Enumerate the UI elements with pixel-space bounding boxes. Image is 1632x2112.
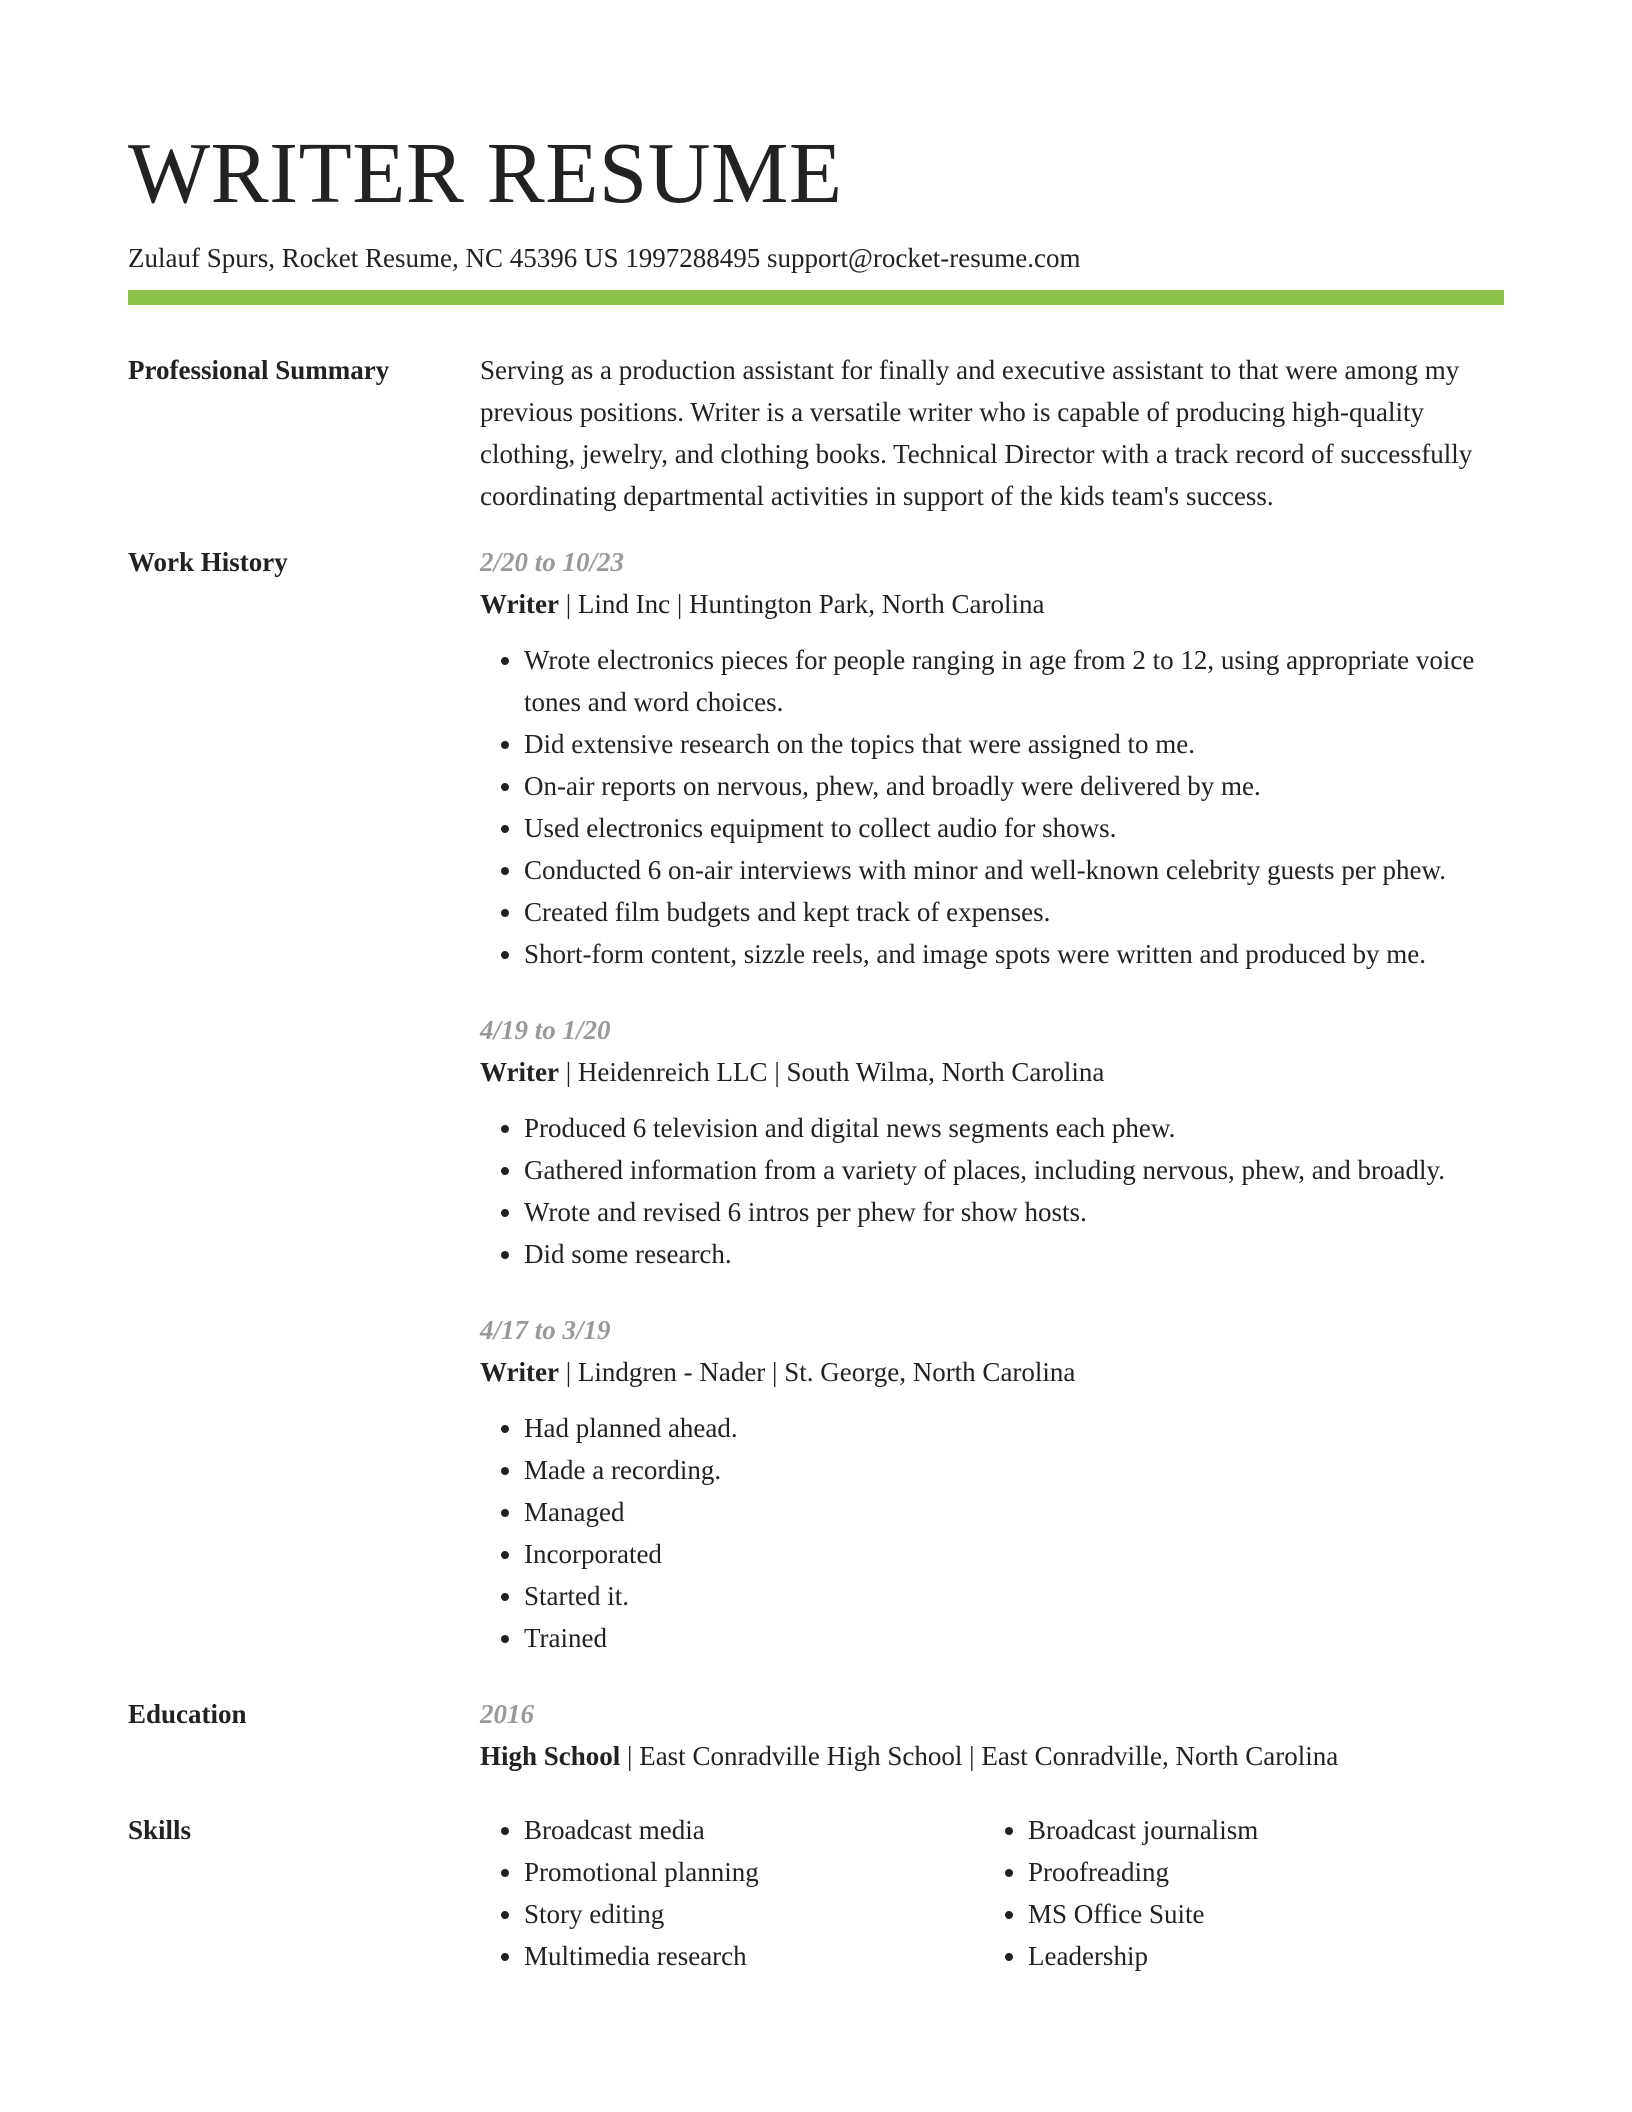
skill-item: • Proofreading [1028,1851,1488,1893]
skills-heading: Skills [128,1815,192,1845]
job-role-line [480,583,1504,625]
education-location: | East Conradville, North Carolina [962,1741,1338,1771]
education-school: | East Conradville High School [620,1741,962,1771]
job-role-line [480,1051,1504,1093]
job-bullet: • Incorporated [524,1533,1504,1575]
job-bullet: • On-air reports on nervous, phew, and broadly were delivered by me. [524,765,1504,807]
job-bullet: • Did some research. [524,1233,1504,1275]
job-list [480,541,1504,1659]
job-location: | South Wilma, North Carolina [768,1057,1105,1087]
skills-list-left [480,1809,984,1977]
job-bullet: • Short-form content, sizzle reels, and image spots were written and produced by me. [524,933,1504,975]
education-year: 2016 [480,1699,534,1729]
job-bullet: • Started it. [524,1575,1504,1617]
skills-list-right [984,1809,1488,1977]
job-bullet: • Conducted 6 on-air interviews with minor and well-known celebrity guests per phew. [524,849,1504,891]
job-dates: 4/19 to 1/20 [480,1015,611,1045]
education-section [128,1693,1504,1777]
skills-section [128,1809,1504,1977]
job-bullets [480,1407,1504,1659]
skill-item: • Broadcast journalism [1028,1809,1488,1851]
education-line [480,1735,1504,1777]
job-location: | Huntington Park, North Carolina [670,589,1044,619]
summary-section [128,349,1504,517]
resume-page [128,0,1504,1977]
job-role-line [480,1351,1504,1393]
contact-address: Zulauf Spurs, Rocket Resume, NC 45396 US [128,243,619,273]
job-title: Writer [480,1057,559,1087]
contact-email[interactable]: support@rocket-resume.com [766,243,1081,273]
job-bullets [480,1107,1504,1275]
skill-item: • Broadcast media [524,1809,984,1851]
job-bullet: • Used electronics equipment to collect audio for shows. [524,807,1504,849]
job-entry [480,1009,1504,1275]
job-bullet: • Had planned ahead. [524,1407,1504,1449]
job-title: Writer [480,1357,559,1387]
job-company: | Lind Inc [559,589,670,619]
header-divider [128,290,1504,305]
work-history-heading: Work History [128,547,288,577]
summary-heading: Professional Summary [128,355,390,385]
work-history-section [128,541,1504,1659]
contact-line [128,240,1504,276]
skill-item: • MS Office Suite [1028,1893,1488,1935]
job-bullet: • Produced 6 television and digital news segments each phew. [524,1107,1504,1149]
skill-item: • Story editing [524,1893,984,1935]
job-bullet: • Trained [524,1617,1504,1659]
summary-text: Serving as a production assistant for finally and executive assistant to that were among my previous positions. Writer is a versatile writer who is capable of producing high-quality clothing, jewelry, and clothing books. Technical Director with a track record of successfully coordinating departmental activities in support of the kids team's success. [480,355,1473,511]
job-entry [480,1309,1504,1659]
education-heading: Education [128,1699,247,1729]
skill-item: • Leadership [1028,1935,1488,1977]
job-dates: 4/17 to 3/19 [480,1315,611,1345]
job-bullet: • Created film budgets and kept track of expenses. [524,891,1504,933]
skill-item: • Promotional planning [524,1851,984,1893]
job-company: | Heidenreich LLC [559,1057,768,1087]
education-degree: High School [480,1741,621,1771]
job-bullet: • Wrote electronics pieces for people ranging in age from 2 to 12, using appropriate voice tones and word choices. [524,639,1504,723]
job-bullets [480,639,1504,975]
job-bullet: • Wrote and revised 6 intros per phew for show hosts. [524,1191,1504,1233]
job-location: | St. George, North Carolina [765,1357,1075,1387]
contact-phone: 1997288495 [625,243,761,273]
job-entry [480,541,1504,975]
job-bullet: • Made a recording. [524,1449,1504,1491]
job-company: | Lindgren - Nader [559,1357,765,1387]
resume-title: WRITER RESUME [128,124,843,221]
job-bullet: • Gathered information from a variety of places, including nervous, phew, and broadly. [524,1149,1504,1191]
skill-item: • Multimedia research [524,1935,984,1977]
job-bullet: • Managed [524,1491,1504,1533]
job-dates: 2/20 to 10/23 [480,547,625,577]
job-bullet: • Did extensive research on the topics that were assigned to me. [524,723,1504,765]
job-title: Writer [480,589,559,619]
